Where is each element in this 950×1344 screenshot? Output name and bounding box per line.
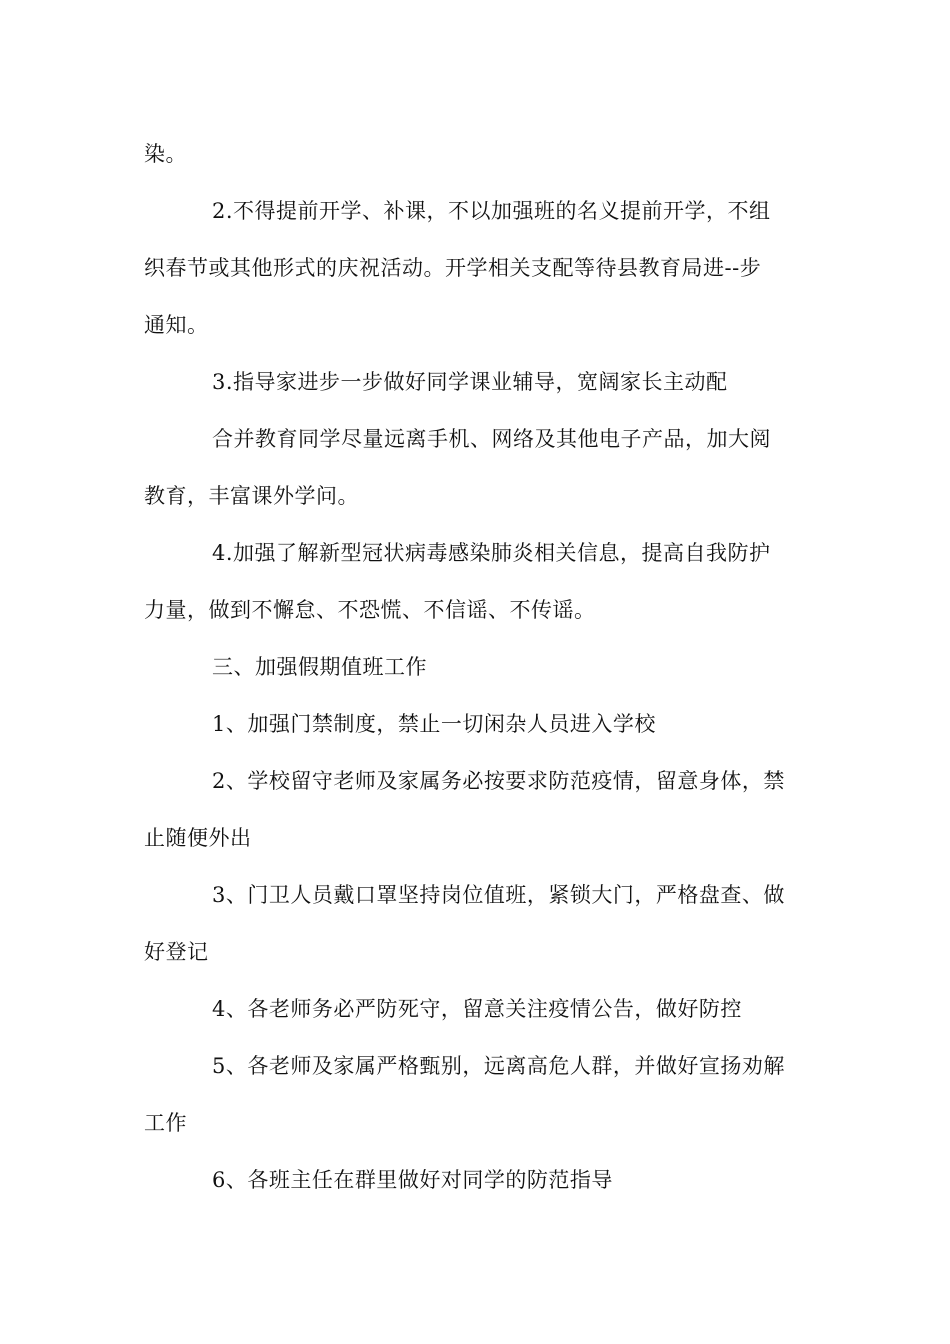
text-line: 止随便外出 <box>144 826 252 850</box>
text-line: 4、各老师务必严防死守，留意关注疫情公告，做好防控 <box>212 997 742 1021</box>
text-line: 工作 <box>144 1111 187 1135</box>
text-line: 6、各班主任在群里做好对同学的防范指导 <box>212 1168 613 1192</box>
text-line: 教育，丰富课外学问。 <box>144 484 359 508</box>
text-line: 5、各老师及家属严格甄别，远离高危人群，并做好宣扬劝解 <box>212 1054 785 1078</box>
text-line: 通知。 <box>144 313 209 337</box>
text-line: 2.不得提前开学、补课，不以加强班的名义提前开学，不组 <box>212 199 771 223</box>
text-line: 合并教育同学尽量远离手机、网络及其他电子产品，加大阅 <box>212 427 771 451</box>
text-line: 染。 <box>144 142 187 166</box>
text-line: 织春节或其他形式的庆祝活动。开学相关支配等待县教育局进--步 <box>144 256 762 280</box>
section-heading: 三、加强假期值班工作 <box>212 655 427 679</box>
text-line: 好登记 <box>144 940 209 964</box>
text-line: 1、加强门禁制度，禁止一切闲杂人员进入学校 <box>212 712 656 736</box>
text-line: 3.指导家进步一步做好同学课业辅导，宽阔家长主动配 <box>212 370 728 394</box>
text-line: 4.加强了解新型冠状病毒感染肺炎相关信息，提高自我防护 <box>212 541 771 565</box>
text-line: 力量，做到不懈怠、不恐慌、不信谣、不传谣。 <box>144 598 596 622</box>
text-line: 3、门卫人员戴口罩坚持岗位值班，紧锁大门，严格盘查、做 <box>212 883 785 907</box>
text-line: 2、学校留守老师及家属务必按要求防范疫情，留意身体，禁 <box>212 769 785 793</box>
